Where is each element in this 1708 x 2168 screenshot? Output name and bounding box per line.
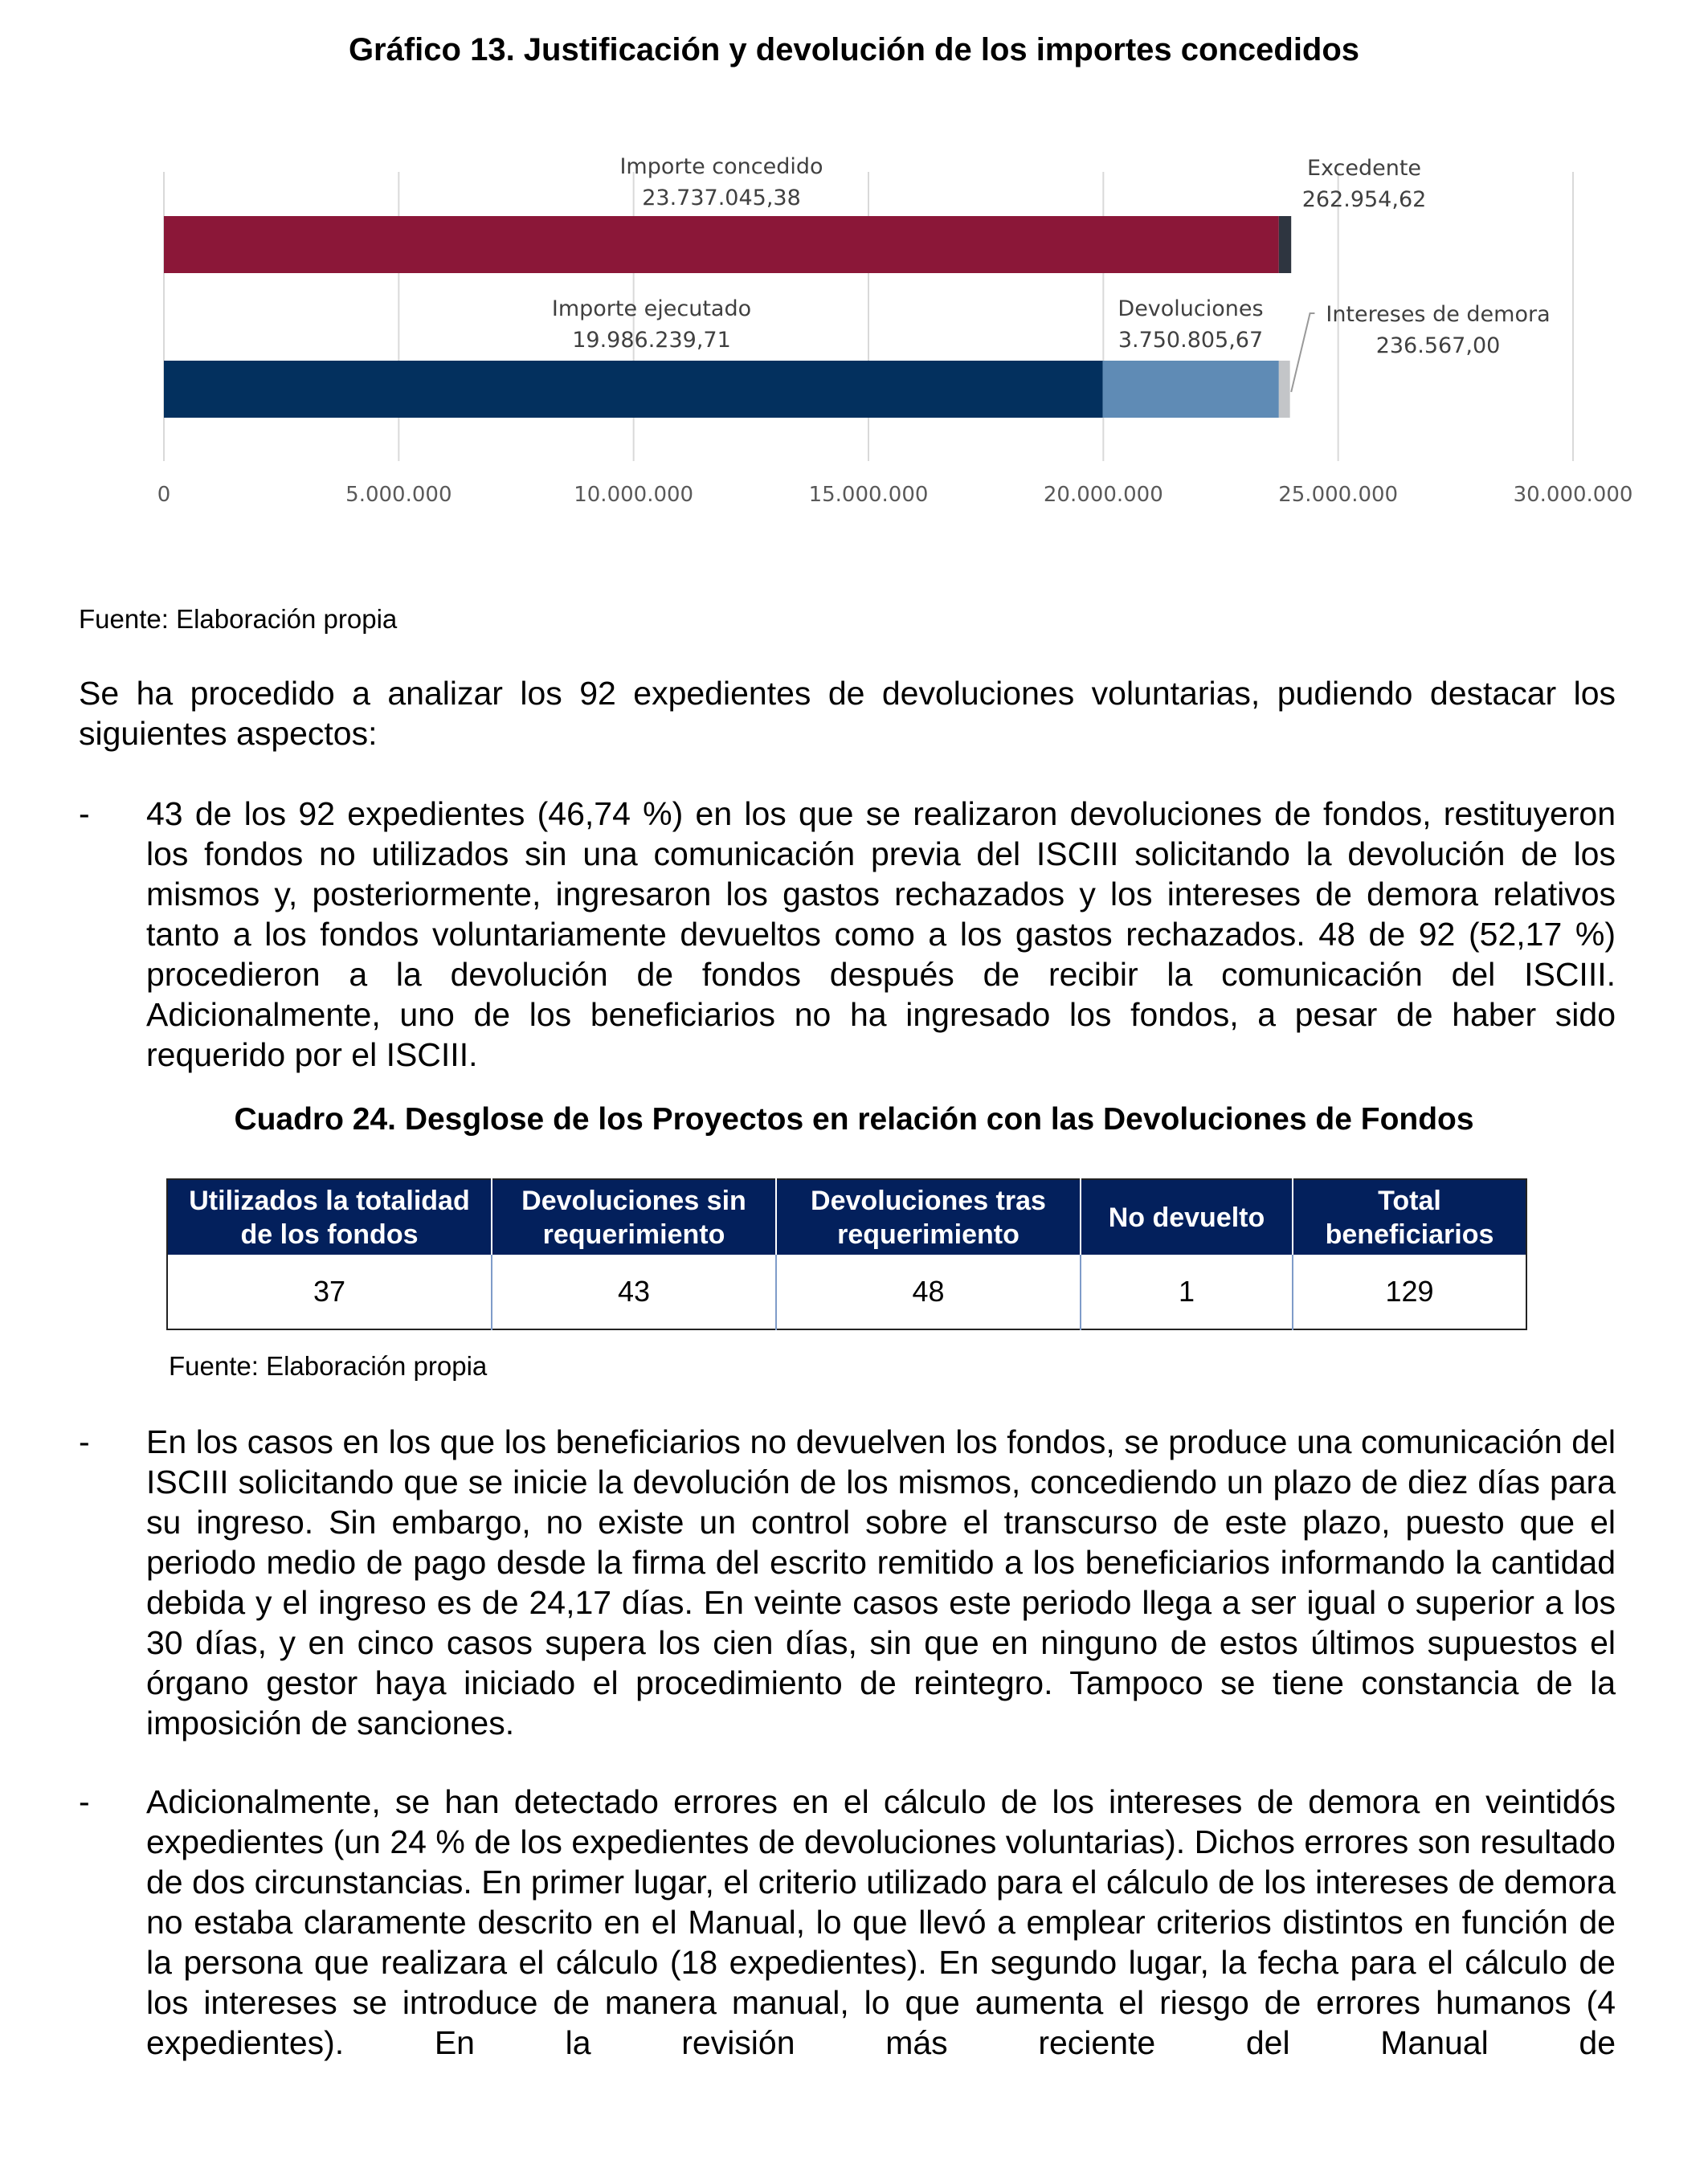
table-source: Fuente: Elaboración propia — [169, 1351, 488, 1381]
bar-chart — [0, 120, 1708, 522]
table-caption: Cuadro 24. Desglose de los Proyectos en relación con las Devoluciones de Fondos — [234, 1102, 1474, 1137]
x-tick-label: 15.000.000 — [808, 483, 929, 507]
table-cell: 1 — [1081, 1255, 1293, 1329]
table-cell: 129 — [1385, 1275, 1434, 1308]
data-label-name: Devoluciones — [1118, 296, 1264, 321]
data-label-value: 236.567,00 — [1375, 333, 1501, 358]
x-tick-label: 5.000.000 — [345, 483, 452, 507]
bullet-text: En los casos en los que los beneficiarios no devuelven los fondos, se produce una comunicación del ISCIII solicitando que se inicie la devolución de los mismos, concediendo un plazo de diez días para su ingreso. Sin embargo, no existe un control sobre el transcurso de este plazo, puesto que el periodo medio de pago desde la firma del escrito remitido a los beneficiarios informando la cantidad debida y el ingreso es de 24,17 días. En veinte casos este periodo llega a ser igual o superior a los 30 días, y en cinco casos supera los cien días, sin que en ninguno de estos últimos supuestos el órgano gestor haya iniciado el procedimiento de reintegro. Tampoco se tiene constancia de la imposición de sanciones. — [146, 1423, 1616, 1741]
data-label-name: Importe ejecutado — [551, 296, 752, 321]
x-tick-label: 10.000.000 — [574, 483, 694, 507]
header-cell: No devuelto — [1081, 1179, 1293, 1255]
bullet-marker: - — [79, 795, 90, 832]
table-cell: 43 — [492, 1255, 776, 1329]
bullet-marker: - — [79, 1783, 90, 1820]
x-tick-label: 0 — [157, 483, 171, 507]
bar-segment — [1103, 361, 1279, 418]
bar-segment — [164, 216, 1279, 273]
x-tick-label: 25.000.000 — [1278, 483, 1399, 507]
bullet-item — [0, 794, 1708, 1075]
table-header-row — [167, 1179, 1526, 1255]
bullet-text: 43 de los 92 expedientes (46,74 %) en los que se realizaron devoluciones de fondos, restituyeron los fondos no utilizados sin una comunicación previa del ISCIII solicitando la devolución de los mismos y, posteriormente, ingresaron los gastos rechazados y los intereses de demora relativos tanto a los fondos voluntariamente devueltos como a los gastos rechazados. 48 de 92 (52,17 %) procedieron a la devolución de fondos después de recibir la comunicación del ISCIII. Adicionalmente, uno de los beneficiarios no ha ingresado los fondos, a pesar de haber sido requerido por el ISCIII. — [146, 795, 1616, 1073]
data-table — [166, 1178, 1527, 1330]
header-cell: Utilizados la totalidad de los fondos — [167, 1179, 492, 1255]
chart-source: Fuente: Elaboración propia — [79, 604, 398, 634]
bar-segment — [164, 361, 1103, 418]
data-label-name: Excedente — [1306, 156, 1422, 181]
bar-segment — [1279, 361, 1290, 418]
bullet-item — [0, 1782, 1708, 2103]
bar-segment — [1279, 216, 1291, 273]
data-label-name: Importe concedido — [619, 154, 823, 179]
data-label-name: Intereses de demora — [1326, 302, 1551, 327]
leader-line — [1291, 313, 1314, 392]
data-label-value: 262.954,62 — [1301, 187, 1427, 212]
header-cell: Devoluciones tras requerimiento — [776, 1179, 1081, 1255]
data-label-value: 3.750.805,67 — [1118, 328, 1264, 353]
x-tick-label: 30.000.000 — [1513, 483, 1633, 507]
chart-title: Gráfico 13. Justificación y devolución de los importes concedidos — [348, 32, 1360, 67]
header-cell: Total beneficiarios — [1293, 1179, 1526, 1255]
table-row — [167, 1255, 1526, 1329]
bullet-text: Adicionalmente, se han detectado errores en el cálculo de los intereses de demora en veintidós expedientes (un 24 % de los expedientes de devoluciones voluntarias). Dichos errores son resultado de dos circunstancias. En primer lugar, el criterio utilizado para el cálculo de los intereses de demora no estaba claramente descrito en el Manual, lo que llevó a emplear criterios distintos en función de la persona que realizara el cálculo (18 expedientes). En segundo lugar, la fecha para el cálculo de los intereses se introduce de manera manual, lo que aumenta el riesgo de errores humanos (4 expedientes). En la revisión más reciente del Manual de — [146, 1783, 1616, 2061]
data-label-value: 23.737.045,38 — [642, 186, 801, 210]
bullet-item — [0, 1422, 1708, 1743]
table-cell: 37 — [167, 1255, 492, 1329]
header-cell: Devoluciones sin requerimiento — [492, 1179, 776, 1255]
data-label-value: 19.986.239,71 — [572, 328, 731, 353]
table-cell: 48 — [776, 1255, 1081, 1329]
bullet-marker: - — [79, 1423, 90, 1460]
intro-paragraph: Se ha procedido a analizar los 92 expedientes de devoluciones voluntarias, pudiendo destacar los siguientes aspectos: — [79, 675, 1616, 752]
x-tick-label: 20.000.000 — [1043, 483, 1163, 507]
